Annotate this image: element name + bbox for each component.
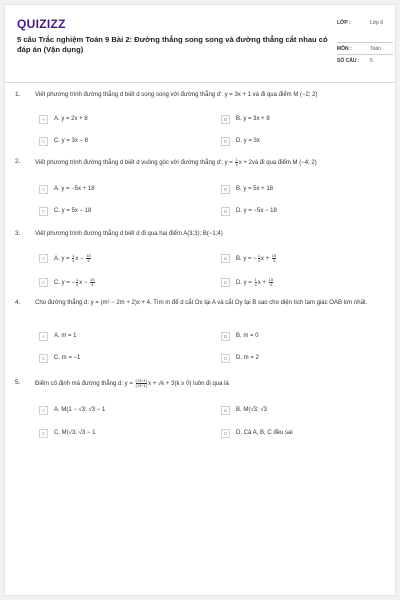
option-c[interactable] [39, 353, 80, 363]
option-letter-box: C [39, 137, 48, 146]
question-text-post: x + 2và đi qua điểm M (−4; 2) [238, 160, 317, 167]
fraction-denominator: 4 [257, 257, 260, 263]
option-a[interactable] [39, 253, 92, 263]
mon-label: MÔN : [337, 46, 352, 52]
option-letter-box: A [39, 115, 48, 124]
option-text [54, 278, 96, 287]
question-text-pre: Điểm cố định mà đường thẳng d: y = [35, 381, 135, 388]
option-d[interactable] [221, 277, 274, 287]
option-c[interactable] [39, 206, 91, 216]
fraction-numerator: 1 [235, 157, 238, 162]
option-b[interactable] [221, 184, 273, 194]
fraction [235, 158, 237, 167]
fraction [86, 254, 90, 263]
option-d[interactable] [221, 206, 277, 216]
meta-row-lop [337, 17, 393, 43]
option-text: D. Cả A, B, C đều sai [236, 430, 293, 436]
option-letter-box: B [221, 185, 230, 194]
question-text: Viết phương trình đường thẳng d biết d song song với đường thẳng d': y = 3x + 1 và đi qua điểm M (−2; 2) [35, 92, 318, 98]
option-letter-box: B [221, 115, 230, 124]
option-letter-box: A [39, 254, 48, 263]
fraction [255, 278, 257, 287]
option-b[interactable] [221, 253, 277, 263]
option-text: A. y = −5x + 18 [54, 186, 95, 192]
worksheet-header [5, 5, 395, 83]
option-c[interactable] [39, 428, 95, 438]
option-letter-box: A [39, 185, 48, 194]
fraction-denominator: 4 [269, 281, 272, 287]
option-letter-box: A [39, 406, 48, 415]
option-letter-box: C [39, 278, 48, 287]
fraction-numerator: 1 [76, 276, 79, 282]
fraction [272, 254, 276, 263]
socau-label: SỐ CÂU : [337, 58, 360, 64]
option-text-mid: x − [75, 255, 86, 262]
option-letter-box: D [221, 137, 230, 146]
option-text-mid: x + [257, 279, 268, 286]
option-text: C. y = 3x − 8 [54, 138, 89, 144]
option-a[interactable] [39, 184, 95, 194]
option-text: B. M(√3; √3 [236, 407, 267, 413]
option-text: D. y = 3x [236, 138, 260, 144]
lop-value: Lớp 9 [370, 20, 384, 26]
option-letter-box: B [221, 332, 230, 341]
option-text: D. m = 2 [236, 355, 259, 361]
fraction-denominator: 4 [87, 257, 90, 263]
option-text: A. m = 1 [54, 333, 77, 339]
quizizz-logo: QUIZIZZ [17, 17, 66, 31]
option-d[interactable] [221, 353, 259, 363]
option-text-pre: D. y = [236, 279, 254, 286]
meta-row-socau [337, 55, 393, 67]
option-c[interactable] [39, 277, 96, 287]
option-letter-box: D [221, 207, 230, 216]
option-text-pre: A. y = [54, 255, 72, 262]
option-text [236, 278, 274, 287]
fraction-denominator: (√3−1) [135, 383, 148, 388]
option-b[interactable] [221, 405, 267, 415]
option-a[interactable] [39, 114, 88, 124]
option-text-pre: B. y = − [236, 255, 257, 262]
question-text [35, 158, 387, 168]
option-letter-box: B [221, 254, 230, 263]
worksheet-title: 5 câu Trắc nghiệm Toán 9 Bài 2: Đường thẳng song song và đường thẳng cắt nhau có đáp án (Vận dụng) [17, 35, 328, 54]
option-letter-box: B [221, 406, 230, 415]
fraction-numerator: (√3+1) [135, 378, 148, 383]
option-text: B. y = 5x + 18 [236, 186, 274, 192]
question-text: Cho đường thẳng d: y = (m² − 2m + 2)x + 4. Tìm m để d cắt Ox tại A và cắt Oy tại B sao cho diện tích tam giác OAB lớn nhất. [35, 300, 368, 306]
option-b[interactable] [221, 114, 270, 124]
fraction-denominator: 5 [235, 162, 238, 167]
fraction-denominator: 4 [72, 257, 75, 263]
fraction-numerator: 1 [72, 252, 75, 258]
option-a[interactable] [39, 405, 105, 415]
option-text: A. y = 2x + 8 [54, 116, 88, 122]
option-letter-box: A [39, 332, 48, 341]
meta-table [337, 17, 393, 67]
mon-value: Toán [370, 46, 381, 52]
question-number: 4. [15, 299, 21, 306]
question-number: 2. [15, 158, 21, 165]
fraction [258, 254, 260, 263]
option-b[interactable] [221, 331, 259, 341]
option-text: D. y = −5x − 18 [236, 208, 277, 214]
option-text: C. y = 5x − 18 [54, 208, 92, 214]
option-text-pre: C. y = − [54, 279, 76, 286]
question-text-pre: Viết phương trình đường thẳng d biết d vuông góc với đường thẳng d': y = [35, 160, 235, 167]
option-text: C. M(√3; √3 − 1 [54, 430, 96, 436]
option-letter-box: C [39, 207, 48, 216]
option-text-mid: x + [260, 255, 271, 262]
option-letter-box: D [221, 278, 230, 287]
question-number: 1. [15, 91, 21, 98]
question-text [35, 379, 387, 389]
option-text: B. y = 3x + 8 [236, 116, 270, 122]
option-text [236, 254, 277, 263]
option-text: B. m = 0 [236, 333, 259, 339]
option-text-mid: x − [79, 279, 90, 286]
fraction-numerator: 15 [86, 252, 91, 258]
option-letter-box: D [221, 429, 230, 438]
option-text: A. M(1 − √3; √3 − 1 [54, 407, 106, 413]
meta-row-mon [337, 43, 393, 55]
question-text-post: x + √k + 3(k ≥ 0) luôn đi qua là [148, 381, 229, 388]
option-a[interactable] [39, 331, 77, 341]
fraction [90, 278, 94, 287]
option-d[interactable] [221, 428, 293, 438]
fraction [136, 379, 148, 388]
fraction-denominator: 4 [272, 257, 276, 263]
fraction [269, 278, 273, 287]
option-letter-box: C [39, 354, 48, 363]
question-text: Viết phương trình đường thẳng d biết d đi qua hai điểm A(3;3); B(−1;4) [35, 231, 223, 237]
option-text [54, 254, 92, 263]
fraction-denominator: 4 [76, 281, 79, 287]
lop-label: LỚP : [337, 20, 351, 26]
fraction-denominator: 4 [91, 281, 94, 287]
option-d[interactable] [221, 136, 260, 146]
fraction-numerator: 1 [257, 252, 260, 258]
worksheet-page [4, 4, 396, 596]
option-letter-box: C [39, 429, 48, 438]
option-c[interactable] [39, 136, 88, 146]
fraction [76, 278, 78, 287]
option-letter-box: D [221, 354, 230, 363]
socau-value: 5 [370, 58, 373, 64]
option-text: C. m = −1 [54, 355, 81, 361]
fraction-numerator: 15 [268, 276, 274, 282]
question-number: 5. [15, 379, 21, 386]
fraction-numerator: 15 [90, 276, 95, 282]
fraction-numerator: 1 [254, 276, 257, 282]
fraction-denominator: 4 [254, 281, 257, 287]
fraction-numerator: 15 [271, 252, 277, 258]
question-number: 3. [15, 230, 21, 237]
